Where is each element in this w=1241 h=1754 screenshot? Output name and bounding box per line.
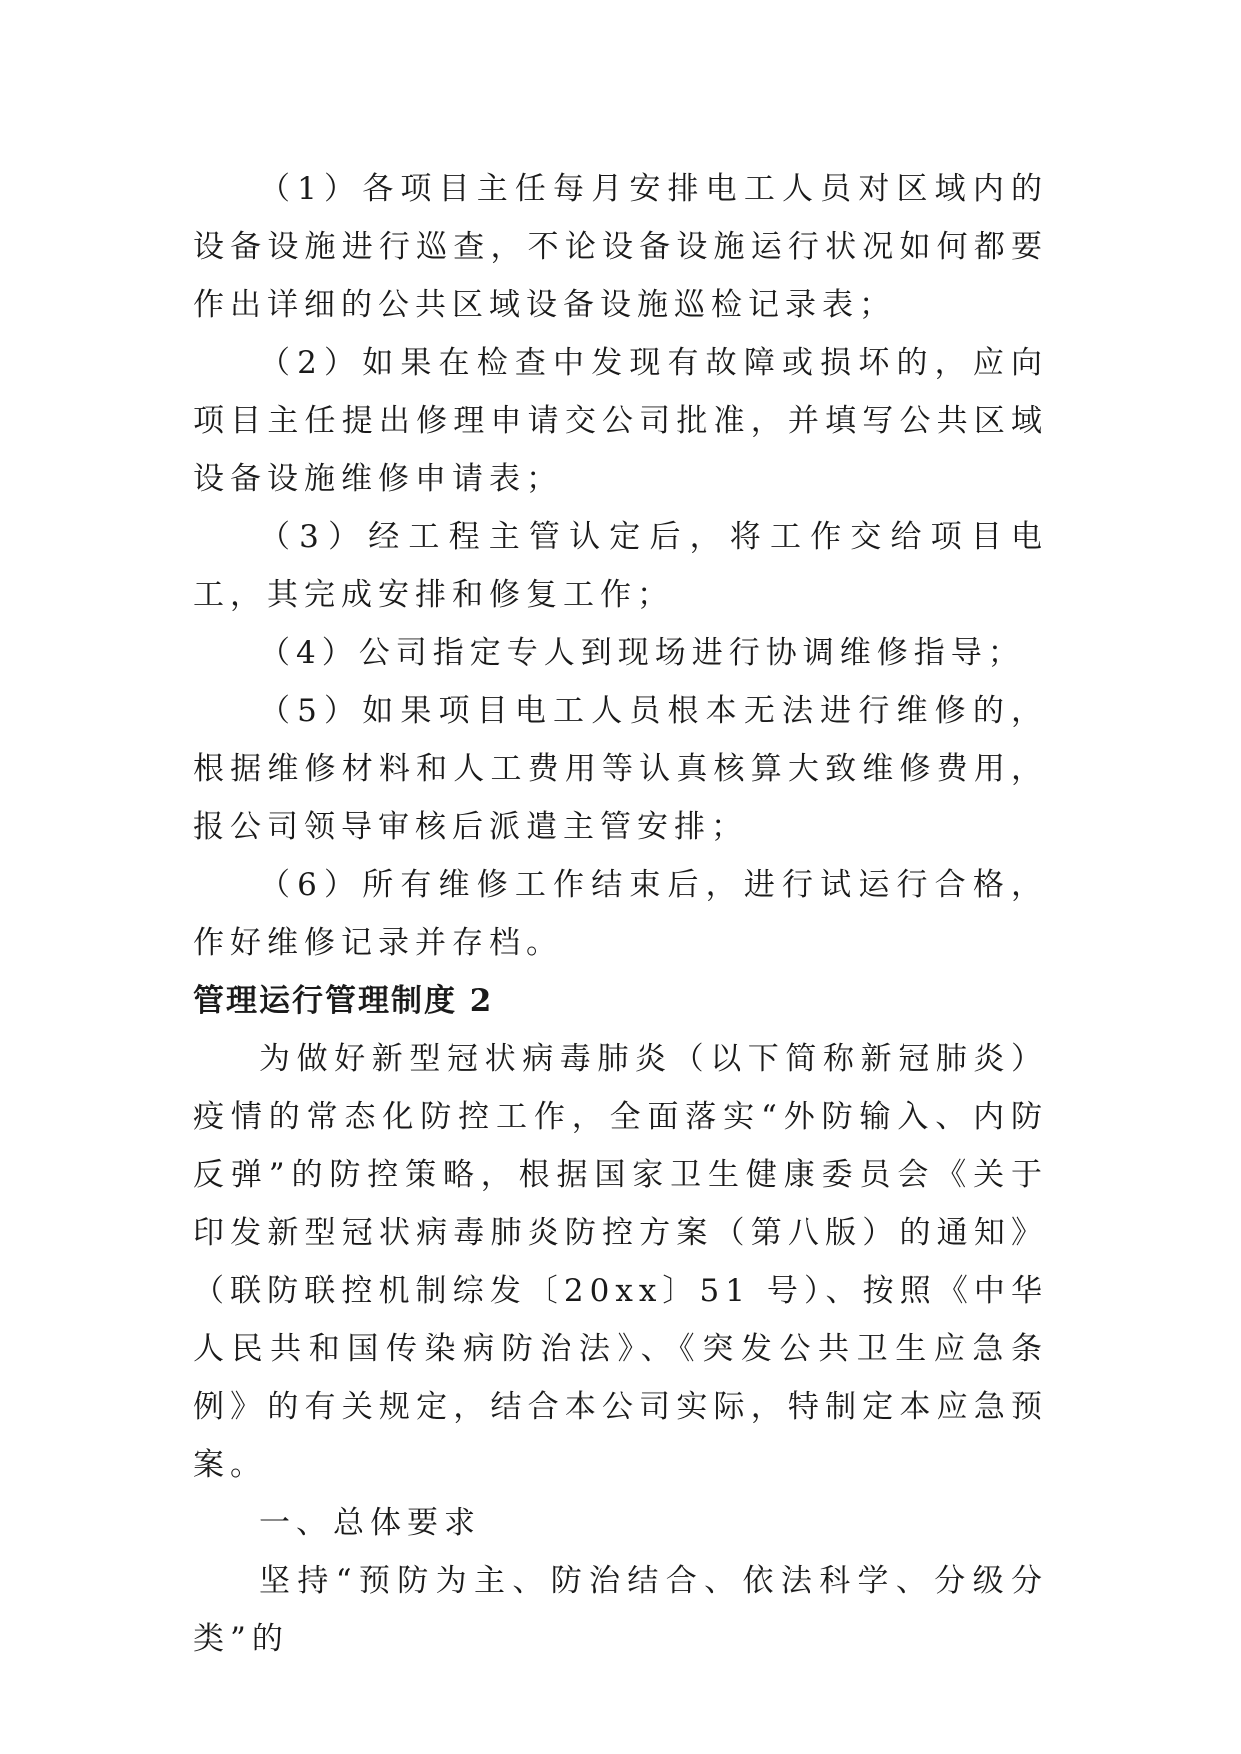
- paragraph-item-5: （5）如果项目电工人员根本无法进行维修的，根据维修材料和人工费用等认真核算大致维修费用，报公司领导审核后派遣主管安排；: [193, 693, 1048, 845]
- paragraph-item-6: （6）所有维修工作结束后，进行试运行合格，作好维修记录并存档。: [193, 867, 1048, 961]
- section-subheading: 一、总体要求: [259, 1505, 481, 1541]
- paragraph-item-4: （4）公司指定专人到现场进行协调维修指导；: [259, 635, 1025, 671]
- section-intro-paragraph: 为做好新型冠状病毒肺炎（以下简称新冠肺炎）疫情的常态化防控工作，全面落实“外防输入、内防反弹”的防控策略，根据国家卫生健康委员会《关于印发新型冠状病毒肺炎防控方案（第八版）的通知》（联防联控机制综发〔20xx〕51 号）、按照《中华人民共和国传染病防治法》、《突发公共卫生应急条例》的有关规定，结合本公司实际，特制定本应急预案。: [193, 1041, 1048, 1483]
- document-page: [193, 160, 1048, 1668]
- section-body-paragraph: 坚持“预防为主、防治结合、依法科学、分级分类”的: [193, 1563, 1048, 1657]
- paragraph-item-2: （2）如果在检查中发现有故障或损坏的，应向项目主任提出修理申请交公司批准，并填写公共区域设备设施维修申请表；: [193, 345, 1048, 497]
- section-title: 管理运行管理制度 2: [193, 983, 494, 1019]
- paragraph-item-3: （3）经工程主管认定后，将工作交给项目电工，其完成安排和修复工作；: [193, 519, 1048, 613]
- paragraph-item-1: （1）各项目主任每月安排电工人员对区域内的设备设施进行巡查，不论设备设施运行状况如何都要作出详细的公共区域设备设施巡检记录表；: [193, 171, 1048, 323]
